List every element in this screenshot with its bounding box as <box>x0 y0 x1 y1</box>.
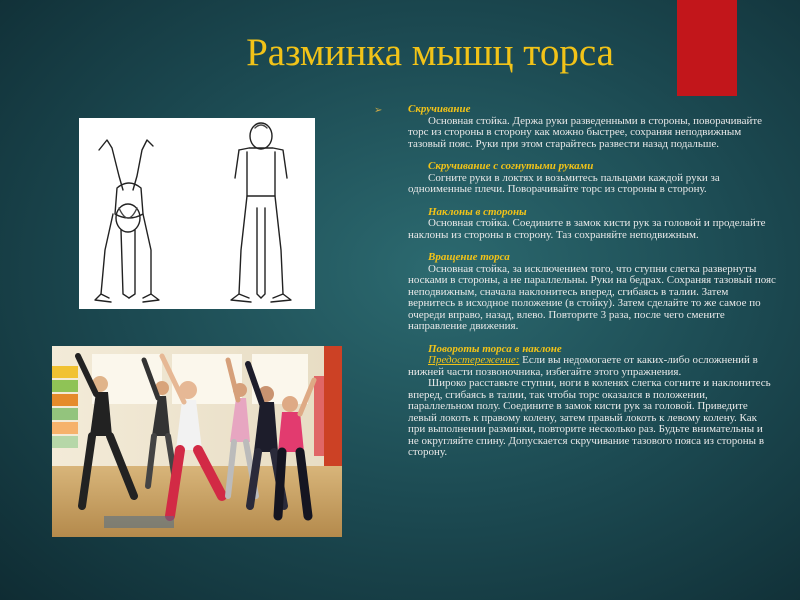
warning-text: Если вы недомогаете от каких-либо осложнений в нижней части позвоночника, избегайте этого упражнения. <box>408 354 758 378</box>
exercise-text-block <box>408 104 776 459</box>
section-twist-bent-arms <box>408 161 776 196</box>
arrow-bullet-icon: ➢ <box>374 105 383 116</box>
section-body: Основная стойка. Соедините в замок кисти рук за головой и проделайте наклоны из стороны в сторону. Таз сохраняйте неподвижным. <box>408 217 766 241</box>
section-title: Скручивание <box>408 103 471 115</box>
section-title: Наклоны в стороны <box>428 205 527 218</box>
exercise-description <box>374 104 774 544</box>
section-body: Согните руки в локтях и возьмитесь пальцами каждой руки за одноименные плечи. Поворачивайте торс из стороны в сторону. <box>408 171 720 195</box>
gym-class-photo <box>52 346 342 537</box>
section-title: Вращение торса <box>428 251 510 263</box>
section-warning <box>408 355 776 378</box>
section-body: Основная стойка, за исключением того, что ступни слегка развернуты носками в стороны, а не параллельны. Руки на бедрах. Сохраняя тазовый пояс неподвижным, сначала наклонитесь вперед, сгибаясь в талии. Затем вернитесь в исходное положение (в стойку). Затем сделайте то же самое по очереди вправо, назад, влево. Повторите 3 раза, после чего смените направление движения. <box>408 262 776 332</box>
section-body: Основная стойка. Держа руки разведенными в стороны, поворачивайте торс из стороны в сторону как можно быстрее, сохраняя неподвижным тазовый пояс. Руки при этом старайтесь развести назад подальше. <box>408 114 763 150</box>
section-twist <box>408 104 776 150</box>
section-bent-over-turns <box>408 344 776 459</box>
section-title: Скручивание с согнутыми руками <box>428 160 594 172</box>
stretching-figures-drawing <box>79 118 315 309</box>
section-torso-rotation <box>408 252 776 333</box>
page-title: Разминка мышц торса <box>246 31 614 74</box>
section-title: Повороты торса в наклоне <box>428 342 562 355</box>
warning-label: Предостережение: <box>428 354 520 366</box>
exercise-sketch-image <box>79 118 315 309</box>
section-side-bends <box>408 207 776 242</box>
section-body: Широко расставьте ступни, ноги в коленях слегка согните и наклонитесь вперед, сгибаясь в талии, так чтобы торс оказался в положении, параллельном полу. Соедините в замок кисти рук за головой. Приведите левый локоть к правому колену, затем правый локоть к левому колену. Как при выполнении разминки, повторите несколько раз. Будьте внимательны и не округляйте спину. Допускается скручивание тазового пояса из стороны в сторону. <box>408 377 771 458</box>
gym-scene-illustration <box>52 346 342 537</box>
